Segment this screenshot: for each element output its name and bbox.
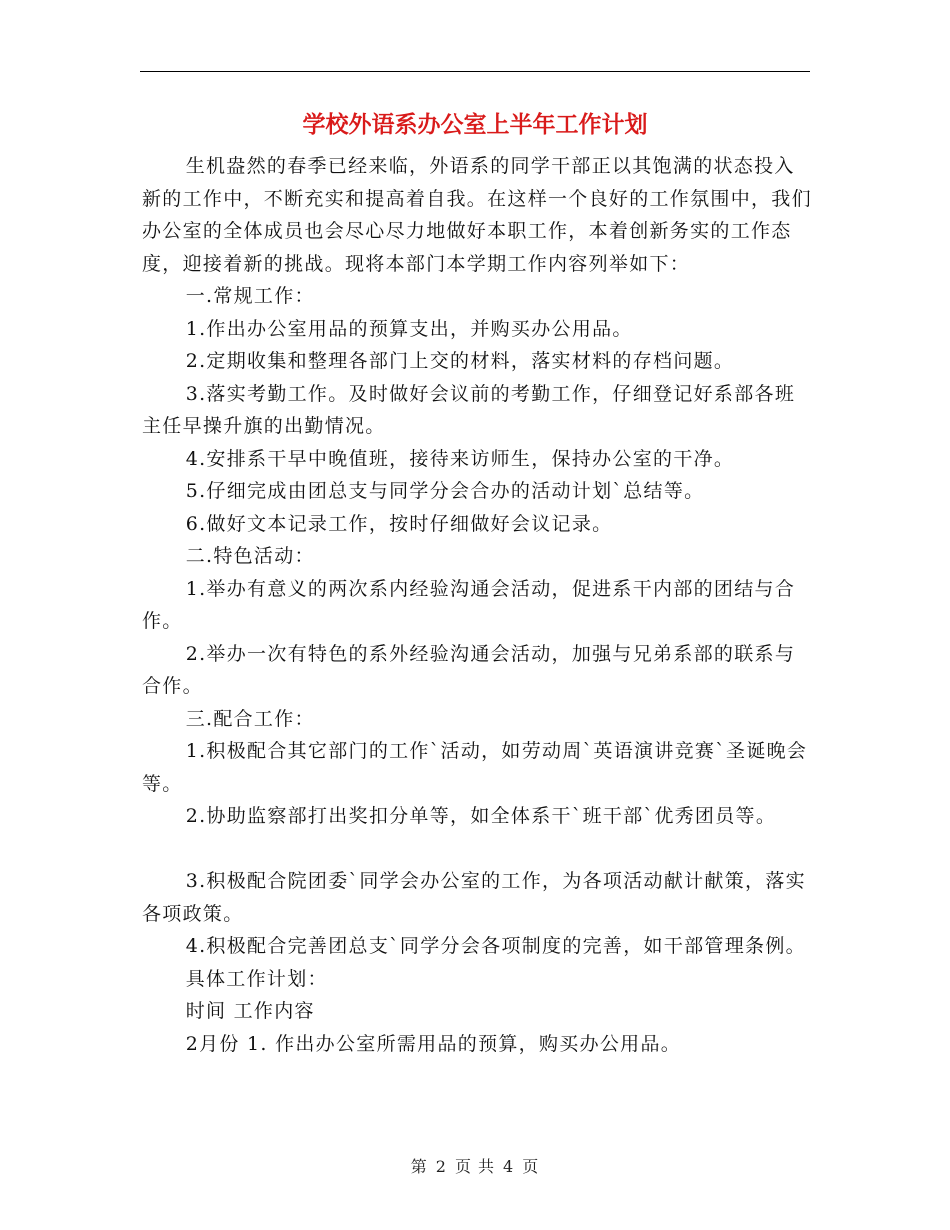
schedule-row: 2月份 1. 作出办公室所需用品的预算，购买办公用品。 bbox=[185, 1032, 682, 1055]
list-item: 3.积极配合院团委`同学会办公室的工作，为各项活动献计献策，落实各项政策。 bbox=[142, 870, 806, 925]
list-item: 2.协助监察部打出奖扣分单等，如全体系干`班干部`优秀团员等。 bbox=[185, 805, 777, 827]
list-item: 1.积极配合其它部门的工作`活动，如劳动周`英语演讲竞赛`圣诞晚会等。 bbox=[142, 740, 808, 795]
page-label-mid: 页 共 bbox=[454, 1157, 496, 1176]
section-heading-plan: 具体工作计划： bbox=[185, 967, 328, 990]
header-rule bbox=[140, 71, 810, 72]
total-pages-number: 4 bbox=[503, 1157, 515, 1176]
list-item: 2.定期收集和整理各部门上交的材料，落实材料的存档问题。 bbox=[185, 350, 735, 372]
list-item: 1.举办有意义的两次系内经验沟通会活动，促进系干内部的团结与合作。 bbox=[142, 577, 796, 632]
list-item: 6.做好文本记录工作，按时仔细做好会议记录。 bbox=[185, 512, 613, 535]
document-title: 学校外语系办公室上半年工作计划 bbox=[302, 112, 648, 138]
list-item: 2.举办一次有特色的系外经验沟通会活动，加强与兄弟系部的联系与合作。 bbox=[142, 642, 796, 697]
current-page-number: 2 bbox=[435, 1157, 447, 1176]
document-body bbox=[142, 150, 812, 1060]
list-item: 1.作出办公室用品的预算支出，并购买办公用品。 bbox=[185, 317, 633, 340]
list-item: 4.积极配合完善团总支`同学分会各项制度的完善，如干部管理条例。 bbox=[185, 935, 806, 957]
section-heading-cooperation: 三.配合工作： bbox=[185, 707, 315, 730]
section-heading-routine: 一.常规工作： bbox=[185, 285, 315, 307]
section-heading-special: 二.特色活动： bbox=[185, 545, 315, 567]
list-item: 3.落实考勤工作。及时做好会议前的考勤工作，仔细登记好系部各班主任早操升旗的出勤情况。 bbox=[142, 382, 796, 437]
list-item: 5.仔细完成由团总支与同学分会合办的活动计划`总结等。 bbox=[185, 480, 705, 502]
page-footer bbox=[0, 1155, 950, 1179]
page-label-prefix: 第 bbox=[410, 1157, 428, 1176]
blank-line bbox=[142, 833, 812, 866]
list-item: 4.安排系干早中晚值班，接待来访师生，保持办公室的干净。 bbox=[185, 447, 735, 470]
intro-paragraph: 生机盎然的春季已经来临，外语系的同学干部正以其饱满的状态投入新的工作中，不断充实和提高着自我。在这样一个良好的工作氛围中，我们办公室的全体成员也会尽心尽力地做好本职工作，本着创新务实的工作态度，迎接着新的挑战。现将本部门本学期工作内容列举如下： bbox=[142, 155, 812, 275]
table-header-line: 时间 工作内容 bbox=[185, 1000, 315, 1022]
page-label-suffix: 页 bbox=[522, 1157, 540, 1176]
